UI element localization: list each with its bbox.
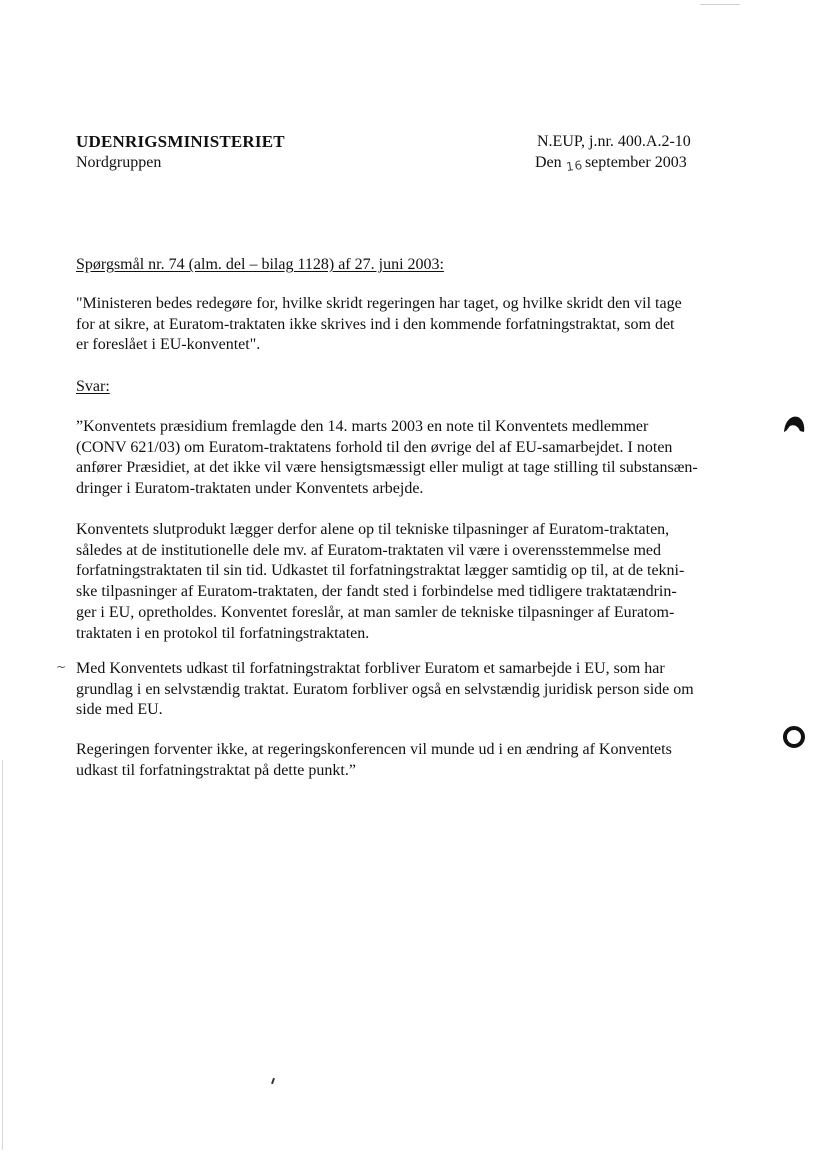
- question-heading: Spørgsmål nr. 74 (alm. del – bilag 1128) af 27. juni 2003:: [76, 256, 444, 273]
- answer-line: ”Konventets præsidium fremlagde den 14. marts 2003 en note til Konventets medlemmer: [76, 418, 649, 435]
- answer-line: grundlag i en selvstændig traktat. Euratom forbliver også en selvstændig juridisk person side om: [76, 680, 694, 698]
- answer-paragraph-3: [76, 659, 756, 721]
- scan-edge-line: [2, 760, 3, 1150]
- document-date: [535, 152, 687, 174]
- scan-speck: [271, 1078, 275, 1084]
- date-month-year: september 2003: [584, 154, 687, 171]
- ministry-name: UDENRIGSMINISTERIET: [76, 132, 285, 151]
- punch-hole-mark-bottom: [782, 726, 806, 748]
- answer-line: (CONV 621/03) om Euratom-traktatens forhold til den øvrige del af EU-samarbejdet. I noten: [76, 438, 673, 456]
- date-handwritten-day: 16: [564, 157, 584, 175]
- answer-line: forfatningstraktaten til sin tid. Udkastet til forfatningstraktat lægger samtidig op til, at de tekni-: [76, 562, 685, 580]
- date-prefix: Den: [535, 154, 562, 171]
- answer-line: ger i EU, opretholdes. Konventet foreslår, at man samler de tekniske tilpasninger af Euratom-: [76, 603, 675, 621]
- answer-line: Med Konventets udkast til forfatningstraktat forbliver Euratom et samarbejde i EU, som har: [76, 660, 665, 677]
- answer-line: dringer i Euratom-traktaten under Konventets arbejde.: [76, 480, 424, 498]
- answer-line: udkast til forfatningstraktat på dette punkt.”: [76, 761, 356, 779]
- margin-mark: ~: [56, 660, 67, 674]
- answer-line: traktaten i en protokol til forfatningstraktaten.: [76, 624, 370, 642]
- question-line: "Ministeren bedes redegøre for, hvilke skridt regeringen har taget, og hvilke skridt den vil tage: [76, 295, 682, 312]
- journal-reference: N.EUP, j.nr. 400.A.2-10: [537, 133, 691, 150]
- top-edge-line: [700, 4, 740, 5]
- department-name: Nordgruppen: [76, 154, 162, 171]
- question-text: [76, 294, 756, 356]
- answer-line: anfører Præsidiet, at det ikke vil være hensigtsmæssigt eller muligt at tage stilling til substansæn-: [76, 459, 698, 477]
- answer-line: således at de institutionelle dele mv. af Euratom-traktaten vil være i overensstemmelse med: [76, 541, 661, 559]
- answer-paragraph-4: [76, 740, 756, 781]
- question-line: for at sikre, at Euratom-traktaten ikke skrives ind i den kommende forfatningstraktat, som det: [76, 315, 675, 333]
- answer-paragraph-1: [76, 417, 756, 500]
- punch-hole-mark-top: [782, 414, 806, 436]
- question-line: er foreslået i EU-konventet".: [76, 336, 261, 354]
- answer-line: Regeringen forventer ikke, at regeringskonferencen vil munde ud i en ændring af Konventets: [76, 741, 672, 758]
- answer-label: Svar:: [76, 378, 110, 395]
- answer-line: side med EU.: [76, 701, 163, 719]
- answer-paragraph-2: [76, 520, 756, 644]
- answer-line: Konventets slutprodukt lægger derfor alene op til tekniske tilpasninger af Euratom-traktaten,: [76, 521, 670, 538]
- answer-line: ske tilpasninger af Euratom-traktaten, der fandt sted i forbindelse med tidligere traktatændrin-: [76, 583, 677, 601]
